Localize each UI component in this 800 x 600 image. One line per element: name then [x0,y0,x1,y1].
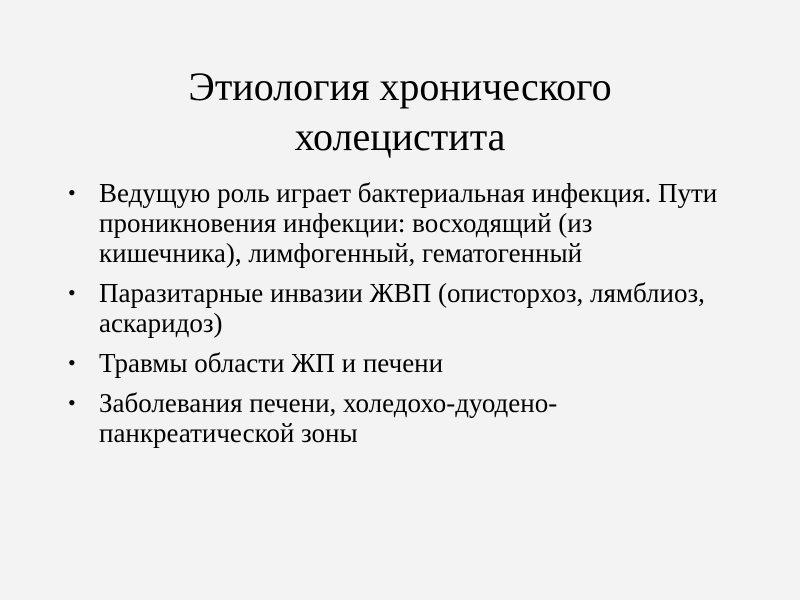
bullet-marker-icon: • [68,280,76,305]
bullet-marker-icon: • [68,180,76,205]
bullet-marker-icon: • [68,390,76,415]
bullet-marker-icon: • [68,350,76,375]
bullet-text: Травмы области ЖП и печени [99,348,444,378]
bullet-text: Ведущую роль играет бактериальная инфекция. Пути проникновения инфекции: восходящий (из кишечника), лимфогенный, гематогенный [99,178,718,268]
bullet-text: Заболевания печени, холедохо-дуодено-панкреатической зоны [99,388,558,448]
slide-title [60,62,740,162]
bullet-item-etiology-infection [68,178,728,268]
title-line-2: холецистита [294,114,506,159]
bullet-text: Паразитарные инвазии ЖВП (описторхоз, лямблиоз, аскаридоз) [99,278,705,338]
bullet-list [68,178,728,458]
title-line-1: Этиология хронического [188,64,612,109]
bullet-item-trauma [68,348,728,378]
bullet-item-liver-diseases [68,388,728,448]
bullet-item-parasitic-invasions [68,278,728,338]
